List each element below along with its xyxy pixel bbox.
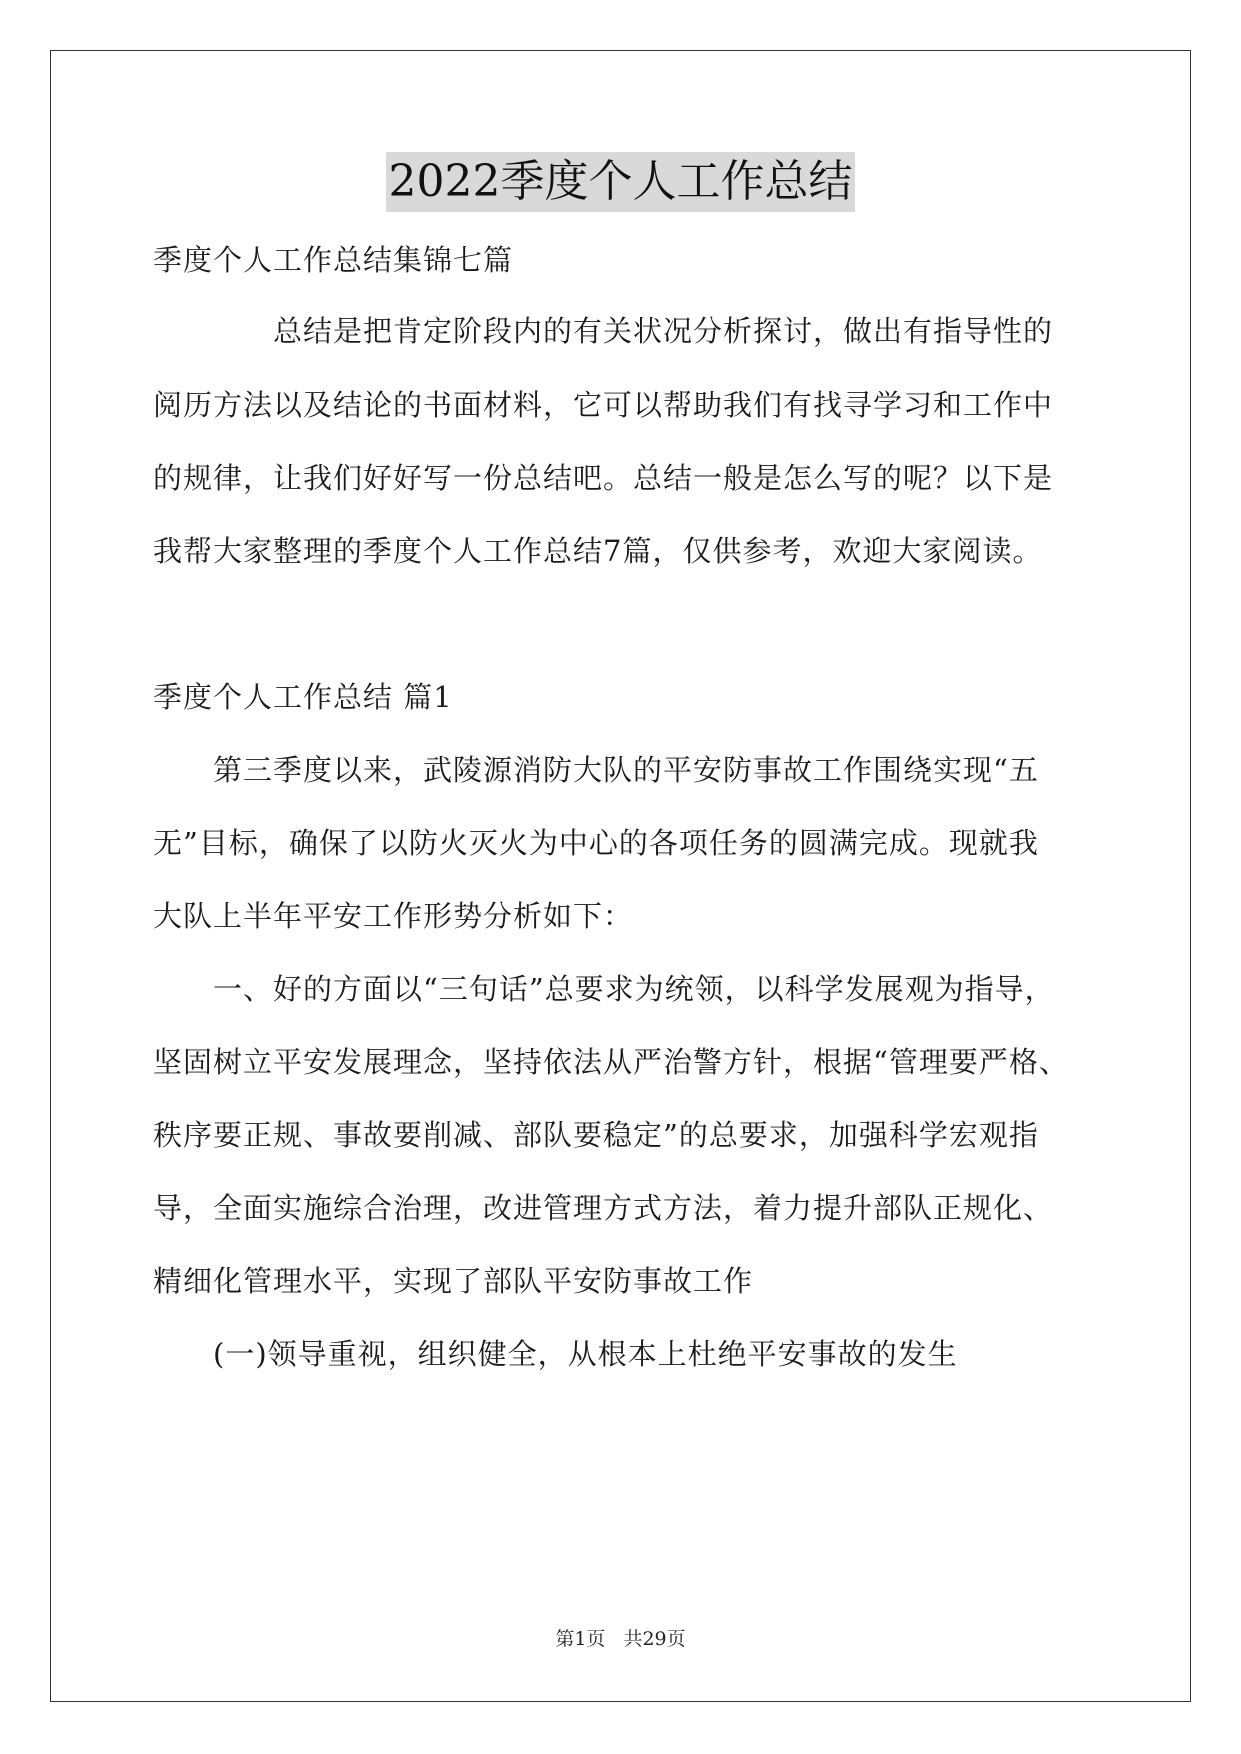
paragraph-line: 精细化管理水平，实现了部队平安防事故工作: [153, 1264, 754, 1298]
intro-line: 阅历方法以及结论的书面材料，它可以帮助我们有找寻学习和工作中: [153, 388, 1054, 422]
title-block: [0, 152, 1241, 212]
paragraph-line: 坚固树立平安发展理念，坚持依法从严治警方针，根据“管理要严格、: [153, 1045, 1069, 1079]
intro-line: 总结是把肯定阶段内的有关状况分析探讨，做出有指导性的: [273, 314, 1054, 348]
paragraph-line: 第三季度以来，武陵源消防大队的平安防事故工作围绕实现“五: [213, 753, 1039, 787]
paragraph-line: 大队上半年平安工作形势分析如下：: [153, 899, 634, 933]
paragraph-line: 秩序要正规、事故要削减、部队要稳定”的总要求，加强科学宏观指: [153, 1118, 1039, 1152]
subtitle: 季度个人工作总结集锦七篇: [153, 243, 514, 277]
page-footer: [0, 1627, 1241, 1651]
intro-line: 我帮大家整理的季度个人工作总结7篇，仅供参考，欢迎大家阅读。: [153, 534, 1043, 568]
section-heading: 季度个人工作总结 篇1: [153, 680, 453, 714]
intro-line: 的规律，让我们好好写一份总结吧。总结一般是怎么写的呢？以下是: [153, 461, 1054, 495]
paragraph-line: 一、好的方面以“三句话”总要求为统领，以科学发展观为指导，: [213, 972, 1055, 1006]
sub-heading: (一)领导重视，组织健全，从根本上杜绝平安事故的发生: [213, 1337, 958, 1371]
page-border: [50, 50, 1191, 1702]
page-total: 共29页: [623, 1628, 686, 1650]
paragraph-line: 无”目标，确保了以防火灭火为中心的各项任务的圆满完成。现就我: [153, 826, 1039, 860]
page-number: 第1页: [555, 1628, 606, 1650]
document-title: 2022季度个人工作总结: [386, 152, 856, 212]
paragraph-line: 导，全面实施综合治理，改进管理方式方法，着力提升部队正规化、: [153, 1191, 1054, 1225]
